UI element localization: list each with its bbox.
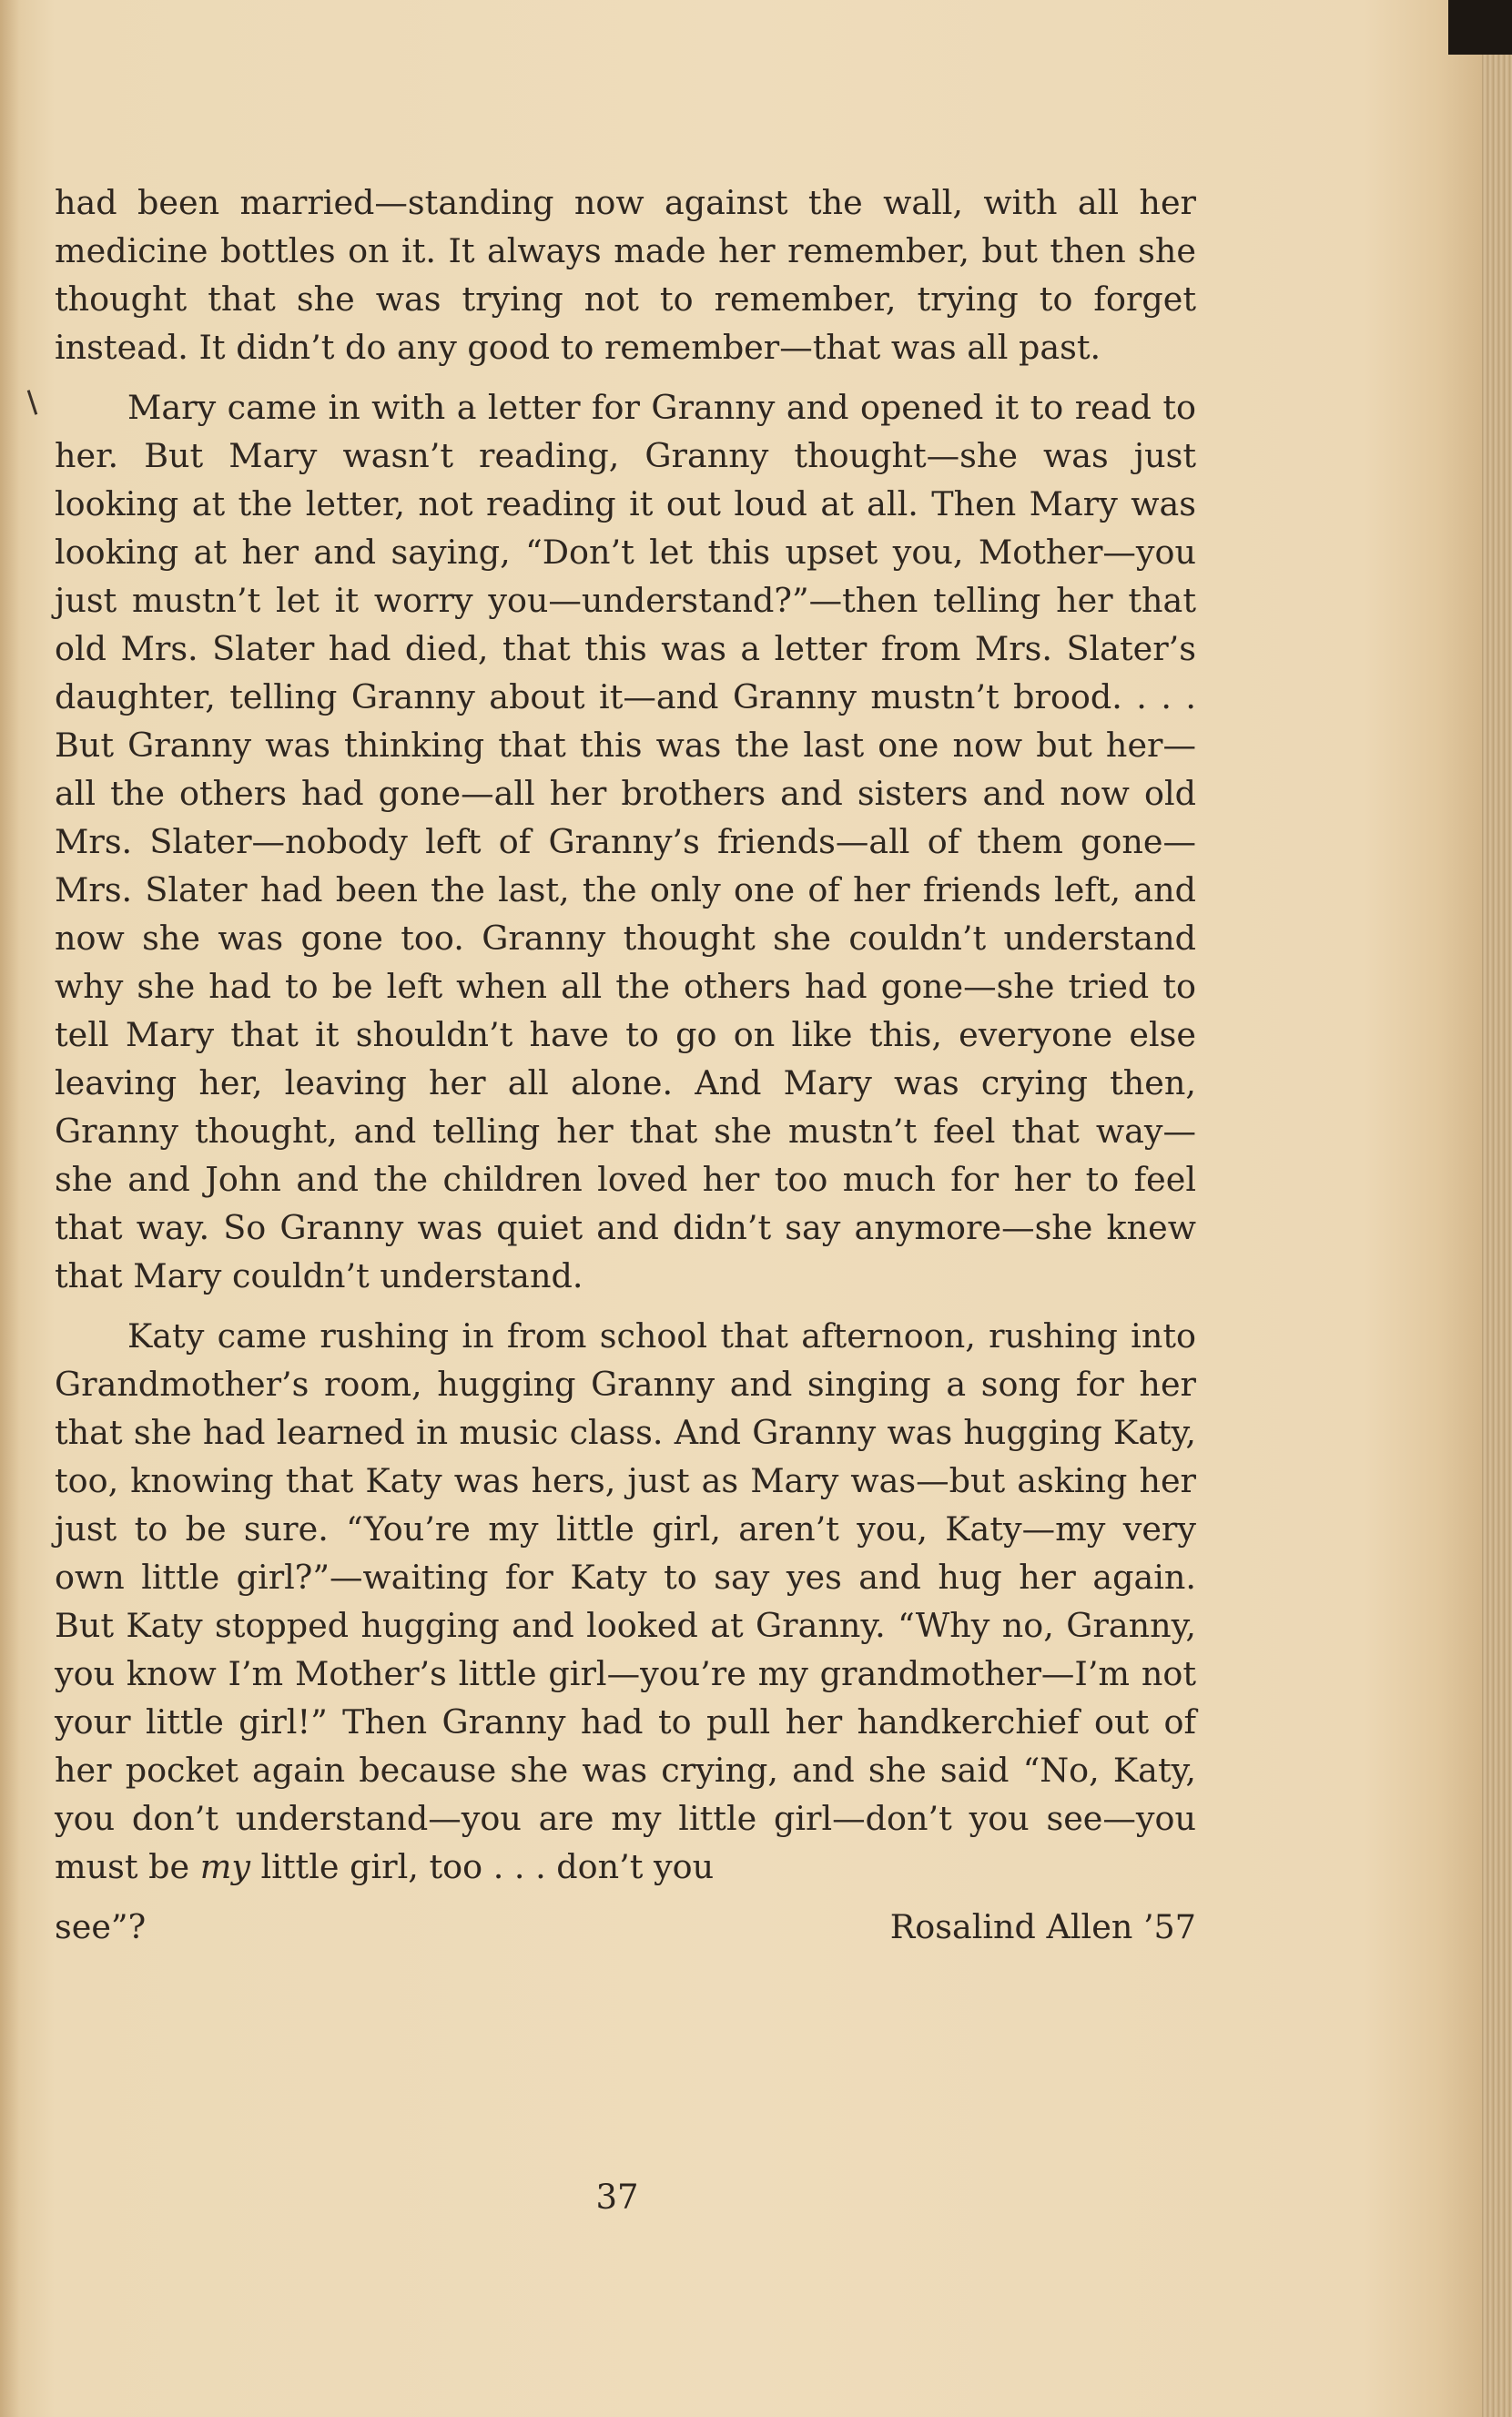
page-edge-stack xyxy=(1482,0,1512,2417)
closing-line xyxy=(55,1903,1196,1957)
page-number: 37 xyxy=(595,2178,639,2217)
paragraph-1: had been married—standing now against the wall, with all her medicine bottles on it. It always made her remember, but then she thought that she was trying not to remember, trying to forget instead. It didn’t do any good to remember—that was all past. xyxy=(55,183,1196,367)
corner-shadow xyxy=(1448,0,1512,55)
paragraph-3-text: Katy came rushing in from school that afternoon, rushing into Grandmother’s room, hugging Granny and singing a song for her that she had learned in music class. And Granny was hugging Katy, too, knowing that Katy was hers, just as Mary was—but asking her just to be sure. “You’re my little girl, aren’t you, Katy—my very own little girl?”—waiting for Katy to say yes and hug her again. But Katy stopped hugging and looked at Granny. “Why no, Granny, you know I’m Mother’s little girl—you’re my grandmother—I’m not your little girl!” Then Granny had to pull her handkerchief out of her pocket again because she was crying, and she said “No, Katy, you don’t understand—you are my little girl—don’t you see—you must be xyxy=(55,1316,1196,1886)
final-fragment: see”? xyxy=(55,1907,147,1946)
margin-pencil-mark xyxy=(27,390,38,415)
story-text xyxy=(55,178,1196,1957)
paragraph-3 xyxy=(55,1312,1196,1891)
paragraph-3-end: little girl, too . . . don’t you xyxy=(260,1847,715,1886)
author-signature: Rosalind Allen ’57 xyxy=(889,1907,1196,1946)
emphasis-word: my xyxy=(199,1847,250,1886)
paragraph-2: Mary came in with a letter for Granny and opened it to read to her. But Mary wasn’t reading, Granny thought—she was just looking at the letter, not reading it out loud at all. Then Mary was looking at her and saying, “Don’t let this upset you, Mother—you just mustn’t let it worry you—understand?”—then telling her that old Mrs. Slater had died, that this was a letter from Mrs. Slater’s daughter, telling Granny about it—and Granny mustn’t brood. . . . But Granny was thinking that this was the last one now but her—all the others had gone—all her brothers and sisters and now old Mrs. Slater—nobody left of Granny’s friends—all of them gone—Mrs. Slater had been the last, the only one of her friends left, and now she was gone too. Granny thought she couldn’t understand why she had to be left when all the others had gone—she tried to tell Mary that it shouldn’t have to go on like this, everyone else leaving her, leaving her all alone. And Mary was crying then, Granny thought, and telling her that she mustn’t feel that way—she and John and the children loved her too much for her to feel that way. So Granny was quiet and didn’t say anymore—she knew that Mary couldn’t understand. xyxy=(55,388,1196,1295)
